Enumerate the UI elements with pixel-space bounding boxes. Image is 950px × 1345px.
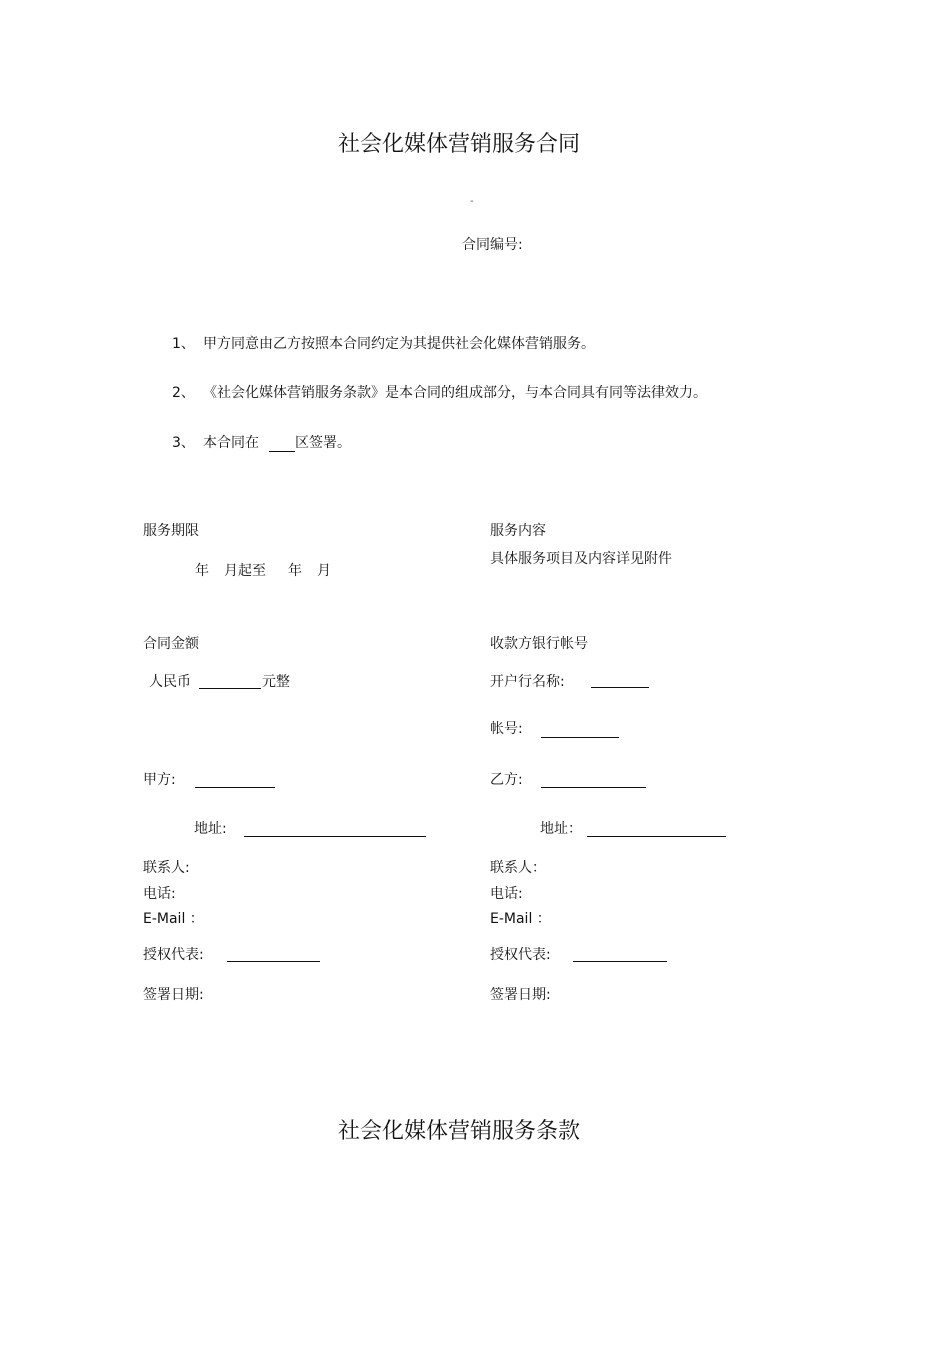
bank-section-label: 收款方银行帐号 bbox=[490, 636, 588, 652]
period-year-start: 年 bbox=[195, 563, 209, 579]
bank-name-blank[interactable] bbox=[591, 687, 649, 688]
clause-2-text: 《社会化媒体营销服务条款》是本合同的组成部分，与本合同具有同等法律效力。 bbox=[203, 385, 707, 401]
document-title: 社会化媒体营销服务合同 bbox=[337, 132, 580, 157]
yuan-label: 元整 bbox=[262, 674, 290, 690]
party-a-email-label: E-Mail ： bbox=[143, 911, 204, 927]
party-a-address-label: 地址: bbox=[194, 821, 227, 837]
amount-blank[interactable] bbox=[199, 688, 261, 689]
party-b-email-label: E-Mail ： bbox=[490, 911, 551, 927]
service-period-label: 服务期限 bbox=[143, 523, 199, 539]
party-a-date-label: 签署日期: bbox=[143, 987, 204, 1003]
contract-amount-label: 合同金额 bbox=[143, 636, 199, 652]
clause-2-number: 2、 bbox=[172, 385, 195, 401]
terms-title: 社会化媒体营销服务条款 bbox=[337, 1119, 580, 1144]
party-a-phone-label: 电话: bbox=[143, 886, 176, 902]
period-month-from: 月起至 bbox=[224, 563, 266, 579]
contract-number-label: 合同编号: bbox=[462, 237, 523, 253]
party-a-rep-label: 授权代表: bbox=[143, 947, 204, 963]
account-label: 帐号: bbox=[490, 721, 523, 737]
account-blank[interactable] bbox=[541, 737, 619, 738]
service-content-label: 服务内容 bbox=[490, 523, 546, 539]
party-b-phone-label: 电话: bbox=[490, 886, 523, 902]
party-a-address-blank[interactable] bbox=[244, 836, 426, 837]
signing-district-blank[interactable] bbox=[269, 451, 295, 452]
party-a-rep-blank[interactable] bbox=[227, 961, 320, 962]
party-a-label: 甲方: bbox=[143, 772, 176, 788]
party-b-address-label: 地址： bbox=[540, 821, 582, 837]
clause-1-number: 1、 bbox=[172, 336, 195, 352]
bank-name-label: 开户行名称: bbox=[490, 674, 565, 690]
clause-3-text-after: 区签署。 bbox=[295, 435, 351, 451]
party-b-contact-label: 联系人： bbox=[490, 860, 546, 876]
party-b-blank[interactable] bbox=[541, 787, 646, 788]
service-content-text: 具体服务项目及内容详见附件 bbox=[490, 551, 672, 567]
rmb-label: 人民币 bbox=[149, 674, 191, 690]
party-a-contact-label: 联系人: bbox=[143, 860, 190, 876]
party-b-label: 乙方: bbox=[490, 772, 523, 788]
dash-mark: - bbox=[470, 196, 474, 207]
clause-3-text-before: 本合同在 bbox=[203, 435, 259, 451]
clause-1-text: 甲方同意由乙方按照本合同约定为其提供社会化媒体营销服务。 bbox=[203, 336, 595, 352]
period-month-end: 月 bbox=[317, 563, 331, 579]
party-b-address-blank[interactable] bbox=[587, 836, 726, 837]
party-b-date-label: 签署日期: bbox=[490, 987, 551, 1003]
party-b-rep-label: 授权代表: bbox=[490, 947, 551, 963]
period-year-end: 年 bbox=[288, 563, 302, 579]
party-a-blank[interactable] bbox=[195, 787, 275, 788]
party-b-rep-blank[interactable] bbox=[573, 961, 667, 962]
clause-3-number: 3、 bbox=[172, 435, 195, 451]
